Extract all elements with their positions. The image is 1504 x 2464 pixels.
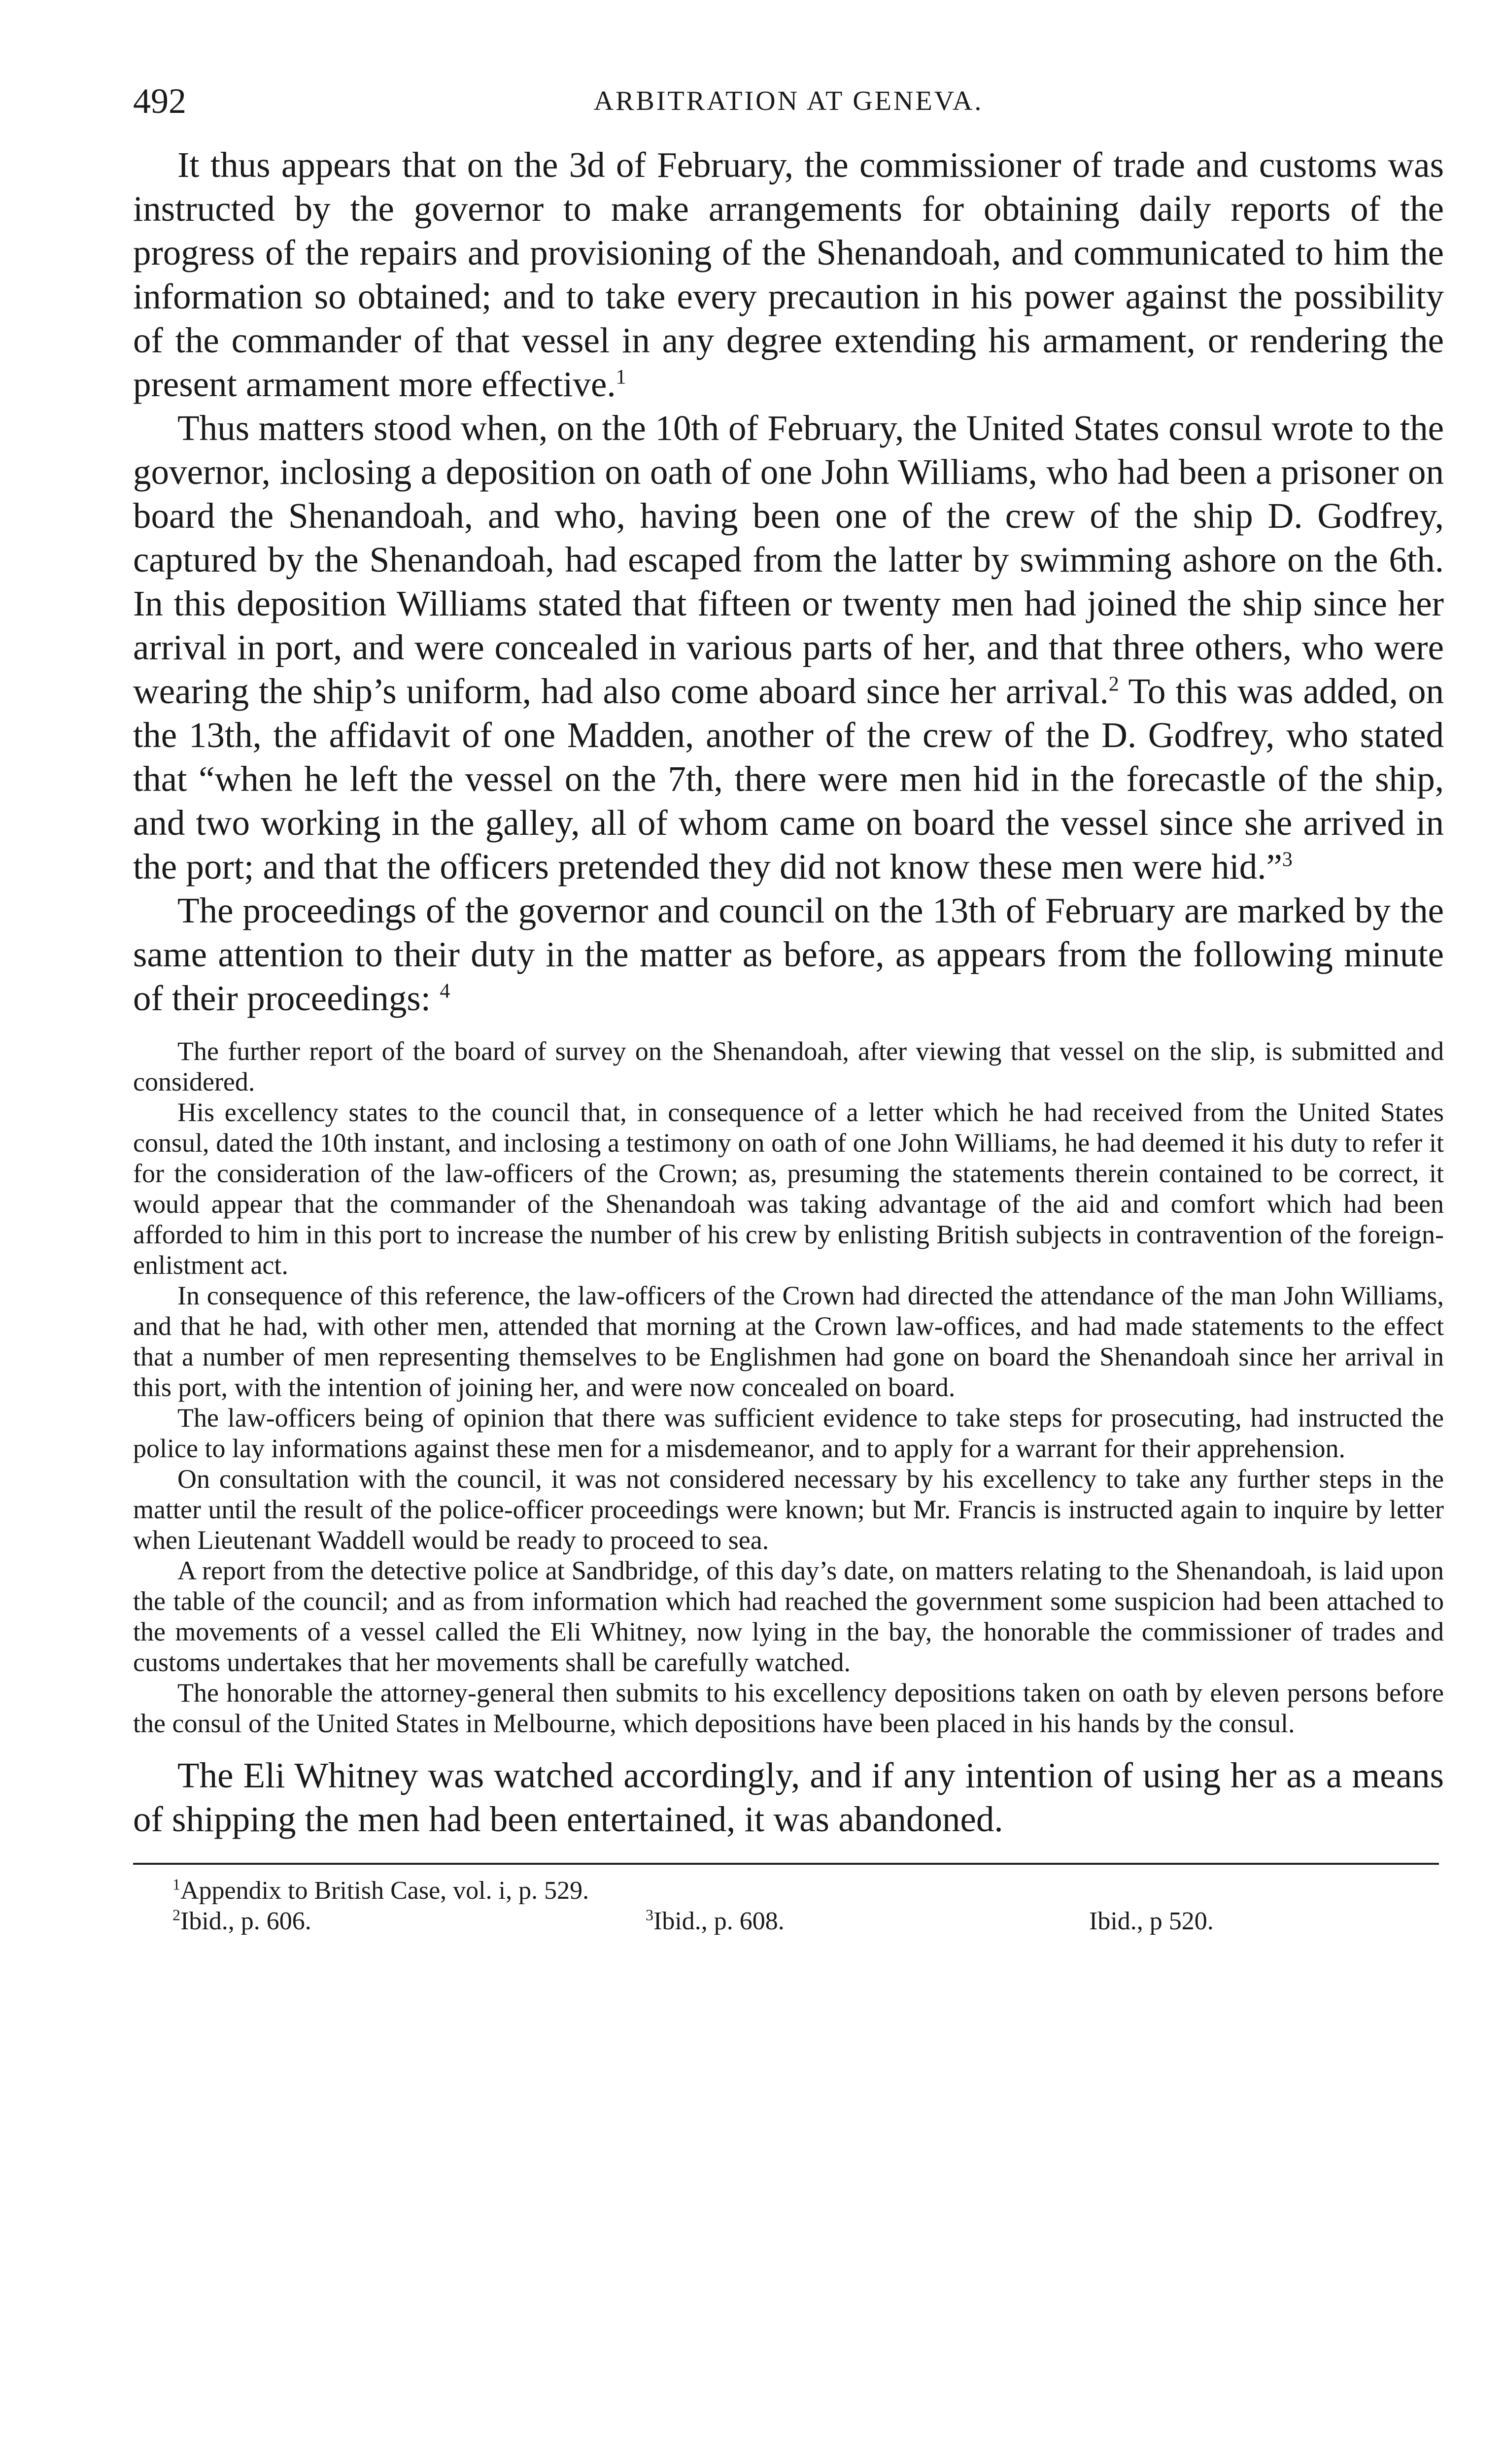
council-minute-extract: [133, 1036, 1444, 1739]
running-title: ARBITRATION AT GENEVA.: [593, 86, 984, 116]
footnote-2: [172, 1906, 311, 1937]
extract-paragraph: In consequence of this reference, the law-officers of the Crown had directed the attendance of the man John Williams, and that he had, with other men, attended that morning at the Crown law-offices, and had made statements to the effect that a number of men representing themselves to be Englishmen had gone on board the Shenandoah since her arrival in this port, with the intention of joining her, and were now concealed on board.: [133, 1281, 1444, 1402]
footnote-rule: [133, 1863, 1439, 1865]
footnote-ref-1: 1: [615, 366, 626, 389]
extract-paragraph: The honorable the attorney-general then submits to his excellency depositions taken on oath by eleven persons before the consul of the United States in Melbourne, which depositions have been placed in his hands by the consul.: [133, 1678, 1444, 1738]
footnote-ref-2: 2: [1108, 673, 1119, 696]
running-head: [133, 74, 1444, 128]
extract-paragraph: The law-officers being of opinion that there was sufficient evidence to take steps for prosecuting, had instructed the police to lay informations against these men for a misdemeanor, and to apply for a warrant for their apprehension.: [133, 1403, 1444, 1463]
body-text: [133, 143, 1444, 1020]
footnote-mark: 2: [172, 1906, 180, 1924]
paragraph-3: [133, 889, 1444, 1020]
paragraph-2: [133, 406, 1444, 889]
extract-paragraph: The further report of the board of survey on the Shenandoah, after viewing that vessel on the slip, is submitted and considered.: [133, 1036, 1444, 1096]
footnote-1: [172, 1876, 589, 1906]
extract-paragraph: A report from the detective police at Sandbridge, of this day’s date, on matters relating to the Shenandoah, is laid upon the table of the council; and as from information which had reached the government some suspicion had been attached to the movements of a vessel called the Eli Whitney, now lying in the bay, the honorable the commissioner of trades and customs undertakes that her movements shall be carefully watched.: [133, 1556, 1444, 1677]
footnotes: [133, 1876, 1444, 1937]
footnote-text: Appendix to British Case, vol. i, p. 529.: [180, 1877, 589, 1905]
footnote-4: [1089, 1906, 1214, 1937]
footnote-ref-4: 4: [440, 980, 450, 1003]
extract-paragraph: On consultation with the council, it was not considered necessary by his excellency to take any further steps in the matter until the result of the police-officer proceedings were known; but Mr. Francis is instructed again to inquire by letter when Lieutenant Waddell would be ready to proceed to sea.: [133, 1464, 1444, 1555]
paragraph-2-text-a: Thus matters stood when, on the 10th of February, the United States consul wrote to the governor, inclosing a deposition on oath of one John Williams, who had been a prisoner on board the Shenandoah, and who, having been one of the crew of the ship D. Godfrey, captured by the Shenandoah, had escaped from the latter by swimming ashore on the 6th. In this deposition Williams stated that fifteen or twenty men had joined the ship since her arrival in port, and were concealed in various parts of her, and that three others, who were wearing the ship’s uniform, had also come aboard since her arrival.: [133, 408, 1444, 711]
paragraph-2-text-b: To this was added, on the 13th, the affidavit of one Madden, another of the crew of the D. Godfrey, who stated that “when he left the vessel on the 7th, there were men hid in the forecastle of the ship, and two working in the galley, all of whom came on board the vessel since she arrived in the port; and that the officers pretended they did not know these men were hid.”: [133, 671, 1444, 887]
footnote-mark: 3: [646, 1906, 653, 1924]
document-page: [133, 74, 1444, 1937]
page-number: 492: [133, 81, 186, 121]
footnote-ref-3: 3: [1282, 848, 1293, 871]
paragraph-3-text: The proceedings of the governor and council on the 13th of February are marked by the same attention to their duty in the matter as before, as appears from the following minute of their proceedings:: [133, 890, 1444, 1018]
footnote-row: [133, 1876, 1444, 1906]
footnote-row: [133, 1906, 1444, 1937]
paragraph-1: [133, 143, 1444, 406]
footnote-3: [646, 1906, 785, 1937]
footnote-text: Ibid., p 520.: [1089, 1907, 1214, 1935]
footnote-text: Ibid., p. 608.: [653, 1907, 785, 1935]
footnote-text: Ibid., p. 606.: [180, 1907, 311, 1935]
paragraph-1-text: It thus appears that on the 3d of February, the commissioner of trade and customs was instructed by the governor to make arrangements for obtaining daily reports of the progress of the repairs and provisioning of the Shenandoah, and communicated to him the information so obtained; and to take every precaution in his power against the possibility of the commander of that vessel in any degree extending his armament, or rendering the present armament more effective.: [133, 145, 1444, 404]
closing-paragraph: The Eli Whitney was watched accordingly, and if any intention of using her as a means of shipping the men had been entertained, it was abandoned.: [133, 1755, 1444, 1839]
closing-section: [133, 1753, 1444, 1841]
extract-paragraph: His excellency states to the council that, in consequence of a letter which he had received from the United States consul, dated the 10th instant, and inclosing a testimony on oath of one John Williams, he had deemed it his duty to refer it for the consideration of the law-officers of the Crown; as, presuming the statements therein contained to be correct, it would appear that the commander of the Shenandoah was taking advantage of the aid and comfort which had been afforded to him in this port to increase the number of his crew by enlisting British subjects in contravention of the foreign-enlistment act.: [133, 1097, 1444, 1280]
footnote-mark: 1: [172, 1875, 180, 1893]
